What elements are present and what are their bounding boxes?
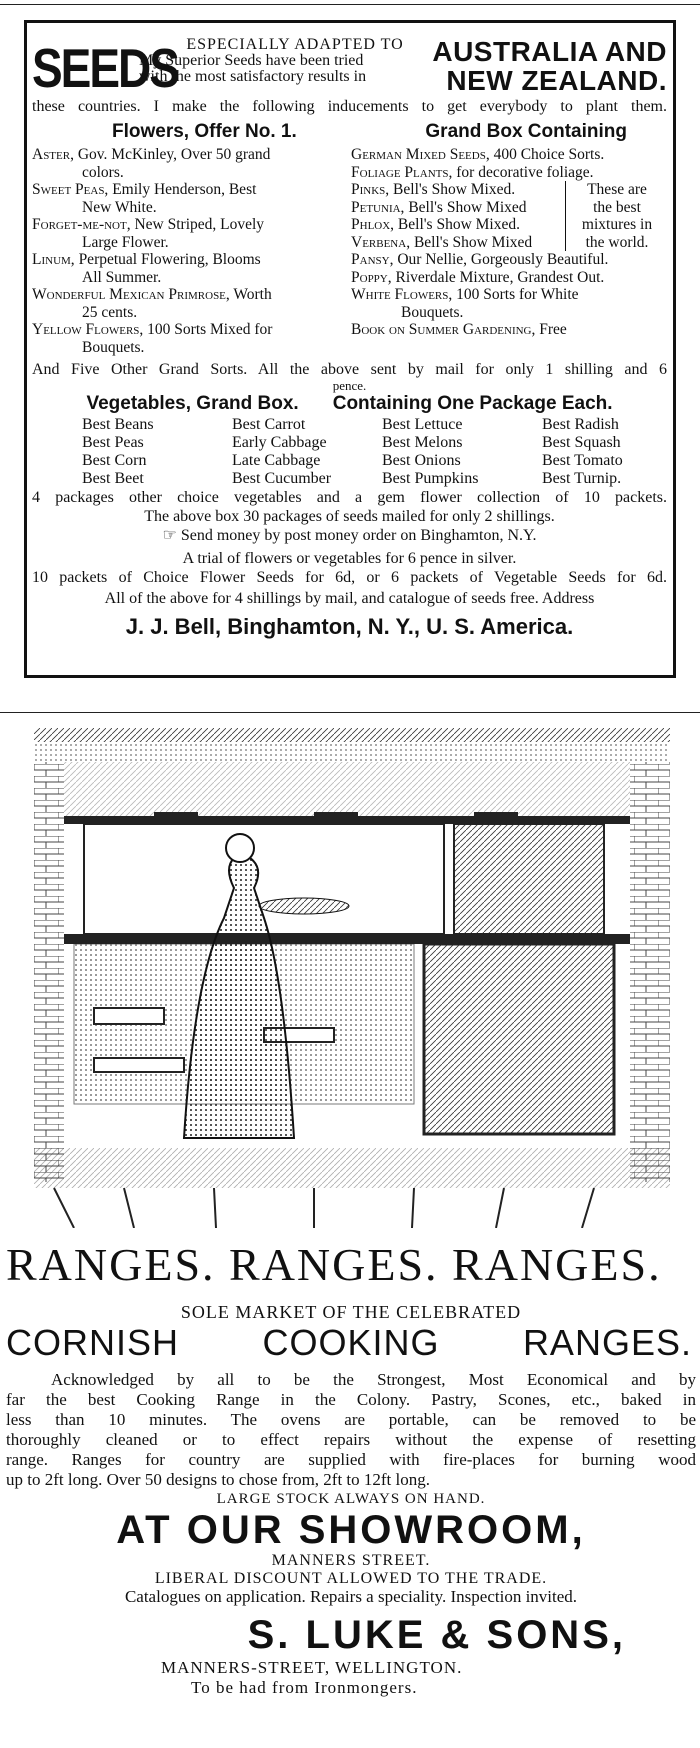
flower-left-item-text: 100 Sorts Mixed for xyxy=(143,321,273,338)
vegetable-item: Best Peas xyxy=(82,434,144,451)
flower-right-item-text: for decorative foliage. xyxy=(452,163,594,181)
flower-left-item-name: Yellow Flowers, xyxy=(32,321,144,338)
mixed-note-line: These are xyxy=(587,181,647,198)
veg-heading-grand-box: Vegetables, Grand Box. xyxy=(86,393,299,414)
cornish-word: RANGES. xyxy=(522,1322,692,1363)
flower-right-item-text: Our Nellie, Gorgeously Beautiful. xyxy=(393,251,609,268)
seeds-big-word: SEEDS xyxy=(32,37,178,99)
vegetable-item: Best Melons xyxy=(382,434,463,451)
manners-street-line: MANNERS STREET. xyxy=(271,1552,431,1569)
flower-mixed-item xyxy=(351,234,565,252)
flower-left-item-name: Forget-me-not, xyxy=(32,216,131,233)
vegetable-item: Best Turnip. xyxy=(542,470,622,487)
firm-street: MANNERS-STREET, WELLINGTON. xyxy=(161,1658,463,1677)
flower-mixed-item-text: Bell's Show Mixed. xyxy=(389,181,516,198)
flower-left-item-text: Perpetual Flowering, Blooms xyxy=(74,251,261,268)
flower-left-item-text: Worth xyxy=(229,286,272,303)
flower-right-item-name: Pansy, xyxy=(351,251,394,268)
description-line: up to 2ft long. Over 50 designs to chose from, 2ft to 12ft long. xyxy=(6,1470,431,1489)
money-order-line: ☞ Send money by post money order on Binghamton, N.Y. xyxy=(162,527,537,544)
vegetable-item: Best Corn xyxy=(82,452,147,469)
box30-line: The above box 30 packages of seeds mailed for only 2 shillings. xyxy=(144,508,555,525)
flowers-right-column xyxy=(351,146,667,356)
flower-left-item xyxy=(32,251,348,286)
ranges-title: RANGES. RANGES. RANGES. xyxy=(6,1239,662,1290)
seeds-advertisement xyxy=(24,20,676,678)
seeds-header xyxy=(32,36,667,99)
vegetable-item: Best Beet xyxy=(82,470,144,487)
region-australia: AUSTRALIA AND xyxy=(432,36,667,67)
flowers-headings xyxy=(32,120,667,144)
vegetable-item: Late Cabbage xyxy=(232,452,321,469)
sole-market-line: SOLE MARKET OF THE CELEBRATED xyxy=(180,1302,522,1322)
mixed-note-line: the best xyxy=(593,198,641,216)
flower-right-item xyxy=(351,164,667,182)
catalogues-line: Catalogues on application. Repairs a speciality. Inspection invited. xyxy=(124,1587,578,1606)
vegetable-item: Best Beans xyxy=(82,416,154,433)
cornish-word: COOKING xyxy=(262,1322,440,1363)
flower-left-item xyxy=(32,286,348,321)
veg-heading-containing: Containing One Package Each. xyxy=(332,393,613,414)
flower-right-item-text: 100 Sorts for White xyxy=(452,286,579,303)
stock-line: LARGE STOCK ALWAYS ON HAND. xyxy=(216,1491,486,1507)
vegetable-item: Early Cabbage xyxy=(232,434,327,451)
description-line: less than 10 minutes. The ovens are portable, can be removed to be xyxy=(6,1410,696,1429)
flower-mixed-item-text: Bell's Show Mixed. xyxy=(394,216,520,233)
flower-right-item-name: Book on Summer Gardening, xyxy=(351,321,536,338)
vegetable-item: Best Cucumber xyxy=(232,470,332,487)
five-other-line: And Five Other Grand Sorts. All the above sent by mail for only 1 shilling and 6 xyxy=(32,361,667,378)
flower-mixed-item-name: Phlox, xyxy=(351,216,395,233)
flower-left-item-text: Emily Henderson, Best xyxy=(108,181,257,198)
flower-right-item-name: Foliage Plants, xyxy=(351,163,453,181)
ranges-advertisement xyxy=(6,1238,696,1698)
mantel-top xyxy=(34,728,670,742)
brick-right xyxy=(630,762,670,1182)
showroom-heading: AT OUR SHOWROOM, xyxy=(116,1508,586,1552)
results-line: with the most satisfactory results in xyxy=(139,68,367,85)
mantel-decoration xyxy=(34,742,670,762)
flower-left-item-name: Aster, xyxy=(32,146,74,163)
vegetable-item: Best Carrot xyxy=(232,416,306,433)
adapted-line: ESPECIALLY ADAPTED TO xyxy=(186,36,404,53)
floor xyxy=(34,1148,670,1188)
flower-mixed-item xyxy=(351,199,565,217)
mixed-group xyxy=(351,181,667,251)
oven-door-right xyxy=(424,944,614,1134)
flower-left-item-continuation: Bouquets. xyxy=(82,338,145,356)
seeds-address: J. J. Bell, Binghamton, N. Y., U. S. America. xyxy=(125,614,574,639)
flower-left-item xyxy=(32,146,348,181)
region-heading xyxy=(432,37,667,95)
vegetable-item: Best Squash xyxy=(542,434,621,451)
flower-left-item-continuation: All Summer. xyxy=(82,268,162,286)
vegetables-headings xyxy=(32,392,667,416)
description-line: range. Ranges for country are supplied with fire-places for burning wood xyxy=(6,1450,696,1469)
cornish-heading xyxy=(6,1322,696,1364)
flower-mixed-item-name: Petunia, xyxy=(351,198,405,216)
cooking-range-illustration xyxy=(34,728,670,1228)
flower-right-item-text: Free xyxy=(535,321,567,338)
grand-box-heading: Grand Box Containing xyxy=(425,121,627,142)
flower-mixed-item xyxy=(351,216,565,234)
flowers-columns xyxy=(32,146,667,356)
flowers-heading: Flowers, Offer No. 1. xyxy=(112,121,297,142)
mixed-note xyxy=(565,181,664,251)
flower-left-item xyxy=(32,216,348,251)
vegetable-item: Best Lettuce xyxy=(382,416,463,433)
flower-left-item-name: Linum, xyxy=(32,251,75,268)
brick-left xyxy=(34,762,64,1182)
packets-line: 10 packets of Choice Flower Seeds for 6d, or 6 packets of Vegetable Seeds for 6d. xyxy=(32,569,667,586)
ranges-description xyxy=(6,1370,696,1490)
region-new-zealand: NEW ZEALAND. xyxy=(446,65,667,96)
tried-line: My Superior Seeds have been tried xyxy=(139,52,364,69)
flower-right-item-name: Poppy, xyxy=(351,268,392,286)
boiler xyxy=(454,824,604,934)
vegetables-grid xyxy=(32,416,667,488)
flower-left-item-text: New Striped, Lovely xyxy=(130,216,265,233)
flower-right-item xyxy=(351,251,667,269)
flower-right-item xyxy=(351,146,667,164)
flower-right-item xyxy=(351,286,667,321)
discount-line: LIBERAL DISCOUNT ALLOWED TO THE TRADE. xyxy=(154,1570,548,1587)
description-line: Acknowledged by all to be the Strongest, Most Economical and by xyxy=(51,1370,696,1389)
hood xyxy=(64,762,630,818)
vegetable-item: Best Radish xyxy=(542,416,619,433)
had-from-line: To be had from Ironmongers. xyxy=(191,1678,418,1697)
pointing-hand-icon: ☞ xyxy=(162,527,177,544)
middle-rule xyxy=(0,712,700,713)
flower-right-item-name: White Flowers, xyxy=(351,286,453,303)
firm-name: S. LUKE & SONS, xyxy=(247,1613,626,1657)
flower-right-item xyxy=(351,269,667,287)
flower-right-item-continuation: Bouquets. xyxy=(401,303,464,321)
flower-left-item-continuation: 25 cents. xyxy=(82,303,138,321)
trial-line: A trial of flowers or vegetables for 6 pence in silver. xyxy=(182,550,517,567)
mixed-note-line: the world. xyxy=(585,233,649,251)
flower-right-item-name: German Mixed Seeds, xyxy=(351,146,490,163)
flower-mixed-item-name: Verbena, xyxy=(351,233,411,251)
vegetable-item: Best Onions xyxy=(382,452,461,469)
flower-left-item-continuation: New White. xyxy=(82,198,157,216)
top-rule xyxy=(0,4,700,5)
packages-line: 4 packages other choice vegetables and a gem flower collection of 10 packets. xyxy=(32,489,667,506)
cornish-word: CORNISH xyxy=(6,1322,180,1363)
flower-left-item xyxy=(32,181,348,216)
flower-right-item-text: Riverdale Mixture, Grandest Out. xyxy=(391,268,605,286)
flower-left-item-continuation: colors. xyxy=(82,163,124,181)
all-above-line: All of the above for 4 shillings by mail, and catalogue of seeds free. Address xyxy=(104,590,595,607)
description-line: far the best Cooking Range in the Colony. Pastry, Scones, etc., baked in xyxy=(6,1390,696,1409)
flower-left-item-text: Gov. McKinley, Over 50 grand xyxy=(73,146,271,163)
vegetable-item: Best Pumpkins xyxy=(382,470,479,487)
intro-line: these countries. I make the following inducements to get everybody to plant them. xyxy=(32,98,667,115)
flower-left-item-name: Sweet Peas, xyxy=(32,181,109,198)
flower-right-item-text: 400 Choice Sorts. xyxy=(489,146,605,163)
flower-right-item xyxy=(351,321,667,339)
flower-mixed-item-text: Bell's Show Mixed xyxy=(404,198,527,216)
flower-mixed-item-name: Pinks, xyxy=(351,181,390,198)
flowers-left-column xyxy=(32,146,348,356)
flower-mixed-item xyxy=(351,181,565,199)
flower-left-item xyxy=(32,321,348,356)
mixed-note-line: mixtures in xyxy=(581,216,653,233)
seeds-header-text xyxy=(139,37,451,85)
pence-line: pence. xyxy=(332,378,367,393)
flower-left-item-name: Wonderful Mexican Primrose, xyxy=(32,286,230,303)
description-line: thoroughly cleaned or to effect repairs without the expense of resetting xyxy=(6,1430,696,1449)
flower-left-item-continuation: Large Flower. xyxy=(82,233,169,251)
flower-mixed-item-text: Bell's Show Mixed xyxy=(410,233,533,251)
vegetable-item: Best Tomato xyxy=(542,452,623,469)
